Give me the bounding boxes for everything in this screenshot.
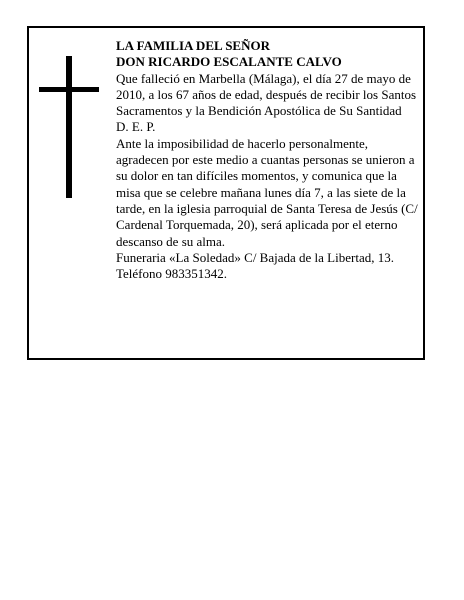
death-announcement-paragraph: Que falleció en Marbella (Málaga), el día 27 de mayo de 2010, a los 67 años de edad, después de recibir los Santos Sacramentos y la Bendición Apostólica de Su Santidad [116,70,417,119]
phone-line: Teléfono 983351342. [116,266,228,282]
cross-icon [39,56,99,198]
heading-line-2: DON RICARDO ESCALANTE CALVO [116,54,342,70]
mass-announcement-paragraph: Ante la imposibilidad de hacerlo personalmente, agradecen por este medio a cuantas personas se unieron a su dolor en tan difíciles momentos, y comunica que la misa que se celebre mañana lunes día 7, a las siete de la tarde, en la iglesia parroquial de Santa Teresa de Jesús (C/ Cardenal Torquemada, 20), será aplicada por el eterno descanso de su alma. [116,135,418,249]
obituary-notice [27,26,425,360]
funeral-home-line: Funeraria «La Soledad» C/ Bajada de la Libertad, 13. [116,249,394,265]
heading-line-1: LA FAMILIA DEL SEÑOR [116,38,270,53]
cross-vertical-bar [66,56,72,198]
notice-text [116,38,422,282]
dep-line: D. E. P. [116,119,156,135]
cross-horizontal-bar [39,87,99,92]
